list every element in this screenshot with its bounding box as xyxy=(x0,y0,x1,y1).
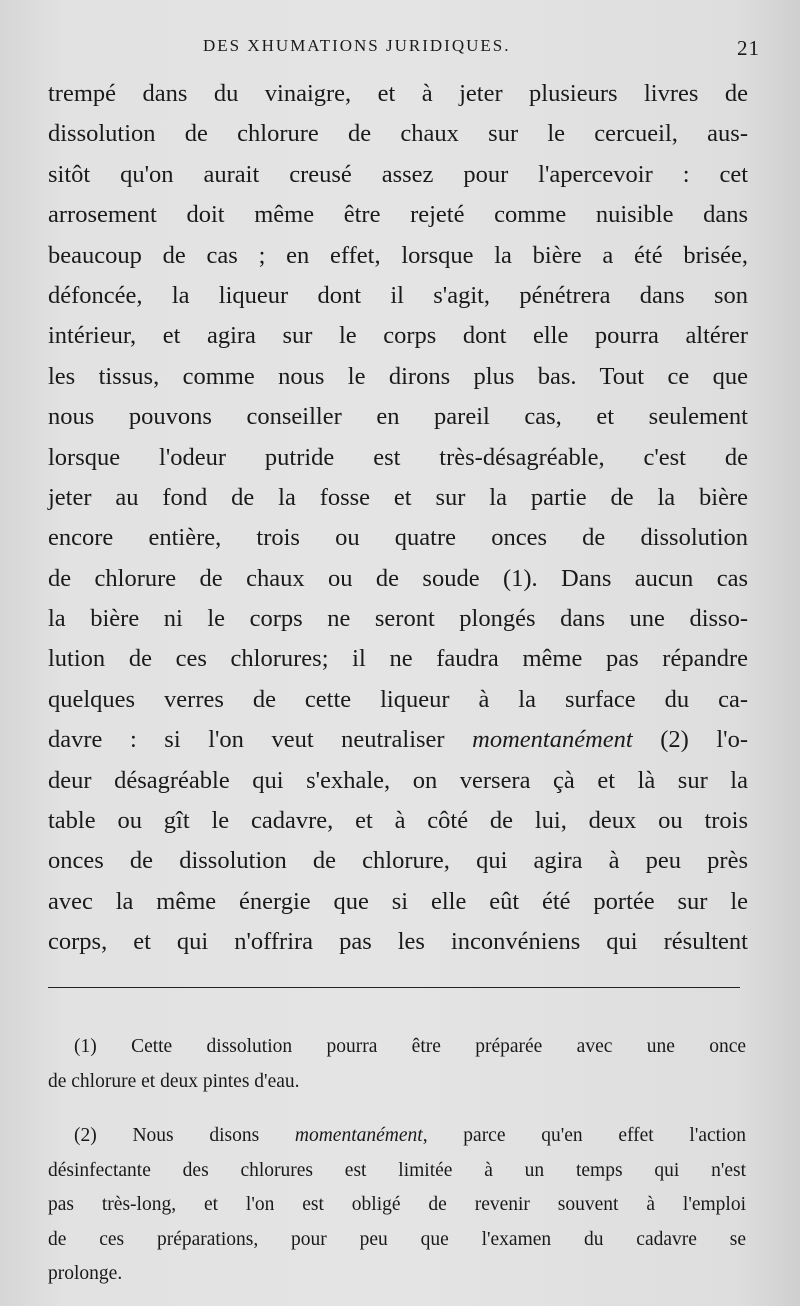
footnotes xyxy=(48,1030,746,1292)
footnote-separator xyxy=(48,987,740,988)
main-text xyxy=(48,74,748,963)
text-line: deur désagréable qui s'exhale, on versera çà et là sur la xyxy=(48,766,748,794)
text-line: trempé dans du vinaigre, et à jeter plusieurs livres de xyxy=(48,80,748,107)
text-line: arrosement doit même être rejeté comme nuisible dans xyxy=(48,201,748,229)
text-line: lution de ces chlorures; il ne faudra même pas répandre xyxy=(48,645,748,673)
footnote-2-line: prolonge. xyxy=(48,1263,123,1284)
text-line: dissolution de chlorure de chaux sur le cercueil, aus- xyxy=(48,120,748,148)
footnote-2-line xyxy=(48,1119,746,1154)
emphasis-momentanement: momentanément xyxy=(472,726,633,754)
text-line: défoncée, la liqueur dont il s'agit, pénétrera dans son xyxy=(48,281,748,309)
text-line: les tissus, comme nous le dirons plus bas. Tout ce que xyxy=(48,362,748,390)
text-line: jeter au fond de la fosse et sur la partie de la bière xyxy=(48,483,748,511)
page-header xyxy=(48,36,760,66)
text-line: de chlorure de chaux ou de soude (1). Dans aucun cas xyxy=(48,564,748,592)
text-line: table ou gît le cadavre, et à côté de lui, deux ou trois xyxy=(48,807,748,835)
page-number: 21 xyxy=(737,36,760,60)
text-line: nous pouvons conseiller en pareil cas, et seulement xyxy=(48,403,748,431)
text-line: avec la même énergie que si elle eût été portée sur le xyxy=(48,887,748,915)
text-segment: davre : si l'on veut neutraliser xyxy=(48,726,473,754)
text-line: beaucoup de cas ; en effet, lorsque la bière a été brisée, xyxy=(48,241,748,269)
footnote-2-line: pas très-long, et l'on est obligé de revenir souvent à l'emploi xyxy=(48,1194,746,1215)
footnote-1-line: (1) Cette dissolution pourra être préparée avec une once xyxy=(74,1036,746,1057)
footnote-2-line: de ces préparations, pour peu que l'examen du cadavre se xyxy=(48,1228,746,1250)
text-line: corps, et qui n'offrira pas les inconvéniens qui résultent xyxy=(48,928,748,956)
text-line xyxy=(48,720,748,760)
footnote-2-line: désinfectante des chlorures est limitée à un temps qui n'est xyxy=(48,1159,746,1181)
emphasis-momentanement: momentanément xyxy=(294,1125,423,1146)
text-line: intérieur, et agira sur le corps dont elle pourra altérer xyxy=(48,322,748,350)
footnote-1-line: de chlorure et deux pintes d'eau. xyxy=(48,1070,300,1092)
text-line: lorsque l'odeur putride est très-désagréable, c'est de xyxy=(48,443,748,471)
text-segment: , parce qu'en effet l'action xyxy=(422,1125,746,1146)
running-title: DES XHUMATIONS JURIDIQUES. xyxy=(203,36,511,55)
text-line: encore entière, trois ou quatre onces de dissolution xyxy=(48,524,748,552)
text-line: la bière ni le corps ne seront plongés dans une disso- xyxy=(48,605,748,633)
text-segment: (2) l'o- xyxy=(632,726,748,754)
text-segment: (2) Nous disons xyxy=(74,1125,295,1146)
text-line: quelques verres de cette liqueur à la surface du ca- xyxy=(48,685,748,713)
text-line: sitôt qu'on aurait creusé assez pour l'apercevoir : cet xyxy=(48,160,748,188)
text-line: onces de dissolution de chlorure, qui agira à peu près xyxy=(48,847,748,875)
